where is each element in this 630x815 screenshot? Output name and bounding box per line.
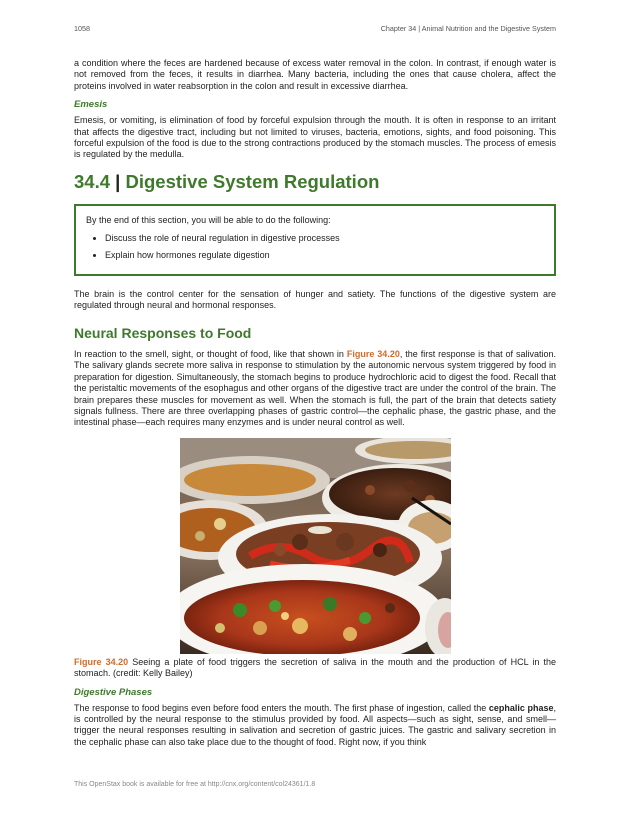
figure-label: Figure 34.20 — [74, 656, 129, 667]
figure-link[interactable]: Figure 34.20 — [346, 348, 400, 359]
cephalic-phase-term: cephalic phase — [488, 702, 554, 713]
neural-text-after: , the first response is that of salivation. The salivary glands secrete more saliva in response to stimulation by the autonomic nervous system triggered by food in preparation for digestion. Simultaneously, the stomach begins to produce hydrochloric acid to digest the food. Recall that the peristaltic movements of the esophagus and other organs of the digestive tract are under the control of the brain. The brain prepares these muscles for movement as well. When the stomach is full, the part of the brain that detects satiety signals fullness. There are three overlapping phases of gastric control—the cephalic phase, the gastric phase, and the intestinal phase—each requires many enzymes and is under neural control as well. — [74, 348, 557, 428]
digestive-phases-paragraph — [74, 703, 556, 749]
emesis-paragraph: Emesis, or vomiting, is elimination of food by forceful expulsion through the mouth. It is often in response to an irritant that affects the digestive tract, including but not limited to viruses, bacteria, emotions, sights, and food poisoning. This forceful expulsion of the food is due to the strong contractions produced by the stomach muscles. The process of emesis is regulated by the medulla. — [74, 115, 556, 160]
neural-paragraph — [74, 349, 556, 429]
figure-caption — [74, 657, 556, 680]
neural-text-before: In reaction to the smell, sight, or thought of food, like that shown in — [74, 348, 347, 359]
section-number: 34.4 — [74, 170, 111, 192]
food-plates-image — [180, 438, 451, 654]
objective-item: • Explain how hormones regulate digestion — [105, 250, 544, 261]
objectives-list — [86, 233, 544, 261]
objective-item: • Discuss the role of neural regulation in digestive processes — [105, 233, 544, 244]
section-name: Digestive System Regulation — [125, 170, 380, 192]
section-title — [74, 171, 556, 193]
objectives-intro: By the end of this section, you will be able to do the following: — [86, 214, 331, 225]
digestive-phases-heading: Digestive Phases — [74, 686, 153, 698]
brain-paragraph: The brain is the control center for the sensation of hunger and satiety. The functions of the digestive system are regulated through neural and hormonal responses. — [74, 289, 556, 311]
chapter-title: Chapter 34 | Animal Nutrition and the Digestive System — [380, 24, 556, 33]
section-separator: | — [110, 170, 126, 192]
page — [74, 0, 556, 815]
phases-text-after: , is controlled by the neural response to the stimulus provided by food. All aspects—such as sight, sense, and smell—trigger the neural responses resulting in salivation and secretion of gastric juices. The gastric and salivary secretion in the cephalic phase can also take place due to the thought of food. Right now, if you think — [74, 702, 557, 747]
figure-34-20 — [74, 438, 556, 680]
learning-objectives-box — [74, 204, 556, 276]
content — [74, 58, 556, 748]
page-number: 1058 — [74, 24, 90, 33]
figure-caption-text: Seeing a plate of food triggers the secretion of saliva in the mouth and the production of HCL in the stomach. (credit: Kelly Bailey) — [74, 656, 556, 679]
emesis-heading: Emesis — [74, 99, 108, 111]
phases-text-before: The response to food begins even before food enters the mouth. The first phase of ingestion, called the — [74, 702, 489, 713]
intro-paragraph: a condition where the feces are hardened because of excess water removal in the colon. In contrast, if enough water is not removed from the feces, it results in diarrhea. Many bacteria, including the ones that cause cholera, affect the proteins involved in water reabsorption in the colon and result in excessive diarrhea. — [74, 58, 556, 91]
neural-responses-heading: Neural Responses to Food — [74, 324, 252, 341]
page-header — [74, 24, 556, 36]
page-footer: This OpenStax book is available for free at http://cnx.org/content/col24361/1.8 — [74, 781, 316, 788]
food-photo — [180, 438, 451, 654]
